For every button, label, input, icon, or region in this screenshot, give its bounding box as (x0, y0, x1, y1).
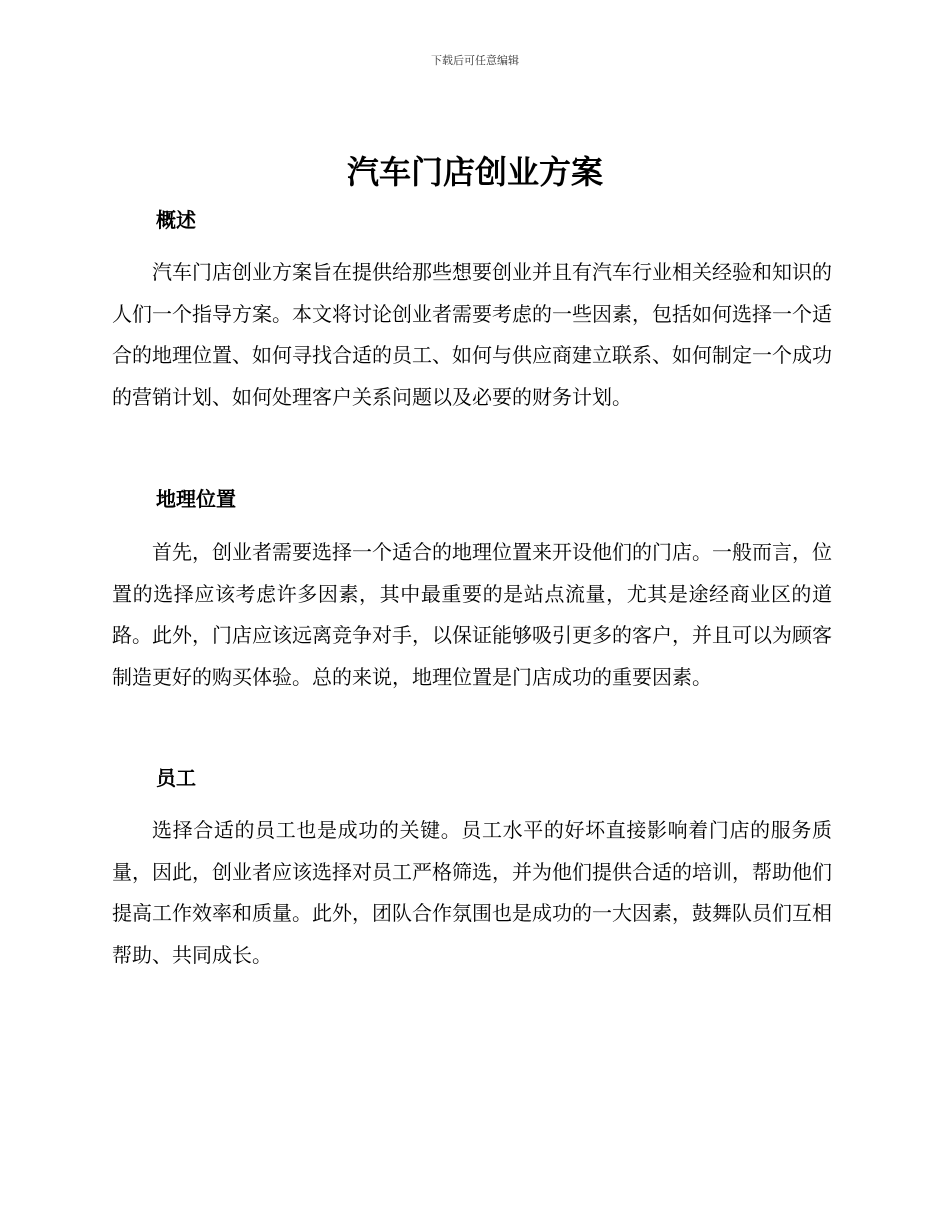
section-heading-staff: 员工 (156, 766, 196, 790)
section-heading-location: 地理位置 (156, 487, 236, 511)
section-heading-overview: 概述 (156, 208, 196, 232)
section-body-location: 首先，创业者需要选择一个适合的地理位置来开设他们的门店。一般而言，位置的选择应该考虑许多因素，其中最重要的是站点流量，尤其是途经商业区的道路。此外，门店应该远离竞争对手，以保证能够吸引更多的客户，并且可以为顾客制造更好的购买体验。总的来说，地理位置是门店成功的重要因素。 (112, 540, 832, 689)
section-body-overview: 汽车门店创业方案旨在提供给那些想要创业并且有汽车行业相关经验和知识的人们一个指导方案。本文将讨论创业者需要考虑的一些因素，包括如何选择一个适合的地理位置、如何寻找合适的员工、如何与供应商建立联系、如何制定一个成功的营销计划、如何处理客户关系问题以及必要的财务计划。 (112, 260, 832, 409)
page-header-note: 下载后可任意编辑 (431, 54, 519, 67)
section-body-staff: 选择合适的员工也是成功的关键。员工水平的好坏直接影响着门店的服务质量，因此，创业者应该选择对员工严格筛选，并为他们提供合适的培训，帮助他们提高工作效率和质量。此外，团队合作氛围也是成功的一大因素，鼓舞队员们互相帮助、共同成长。 (112, 818, 832, 967)
document-title: 汽车门店创业方案 (346, 153, 603, 191)
